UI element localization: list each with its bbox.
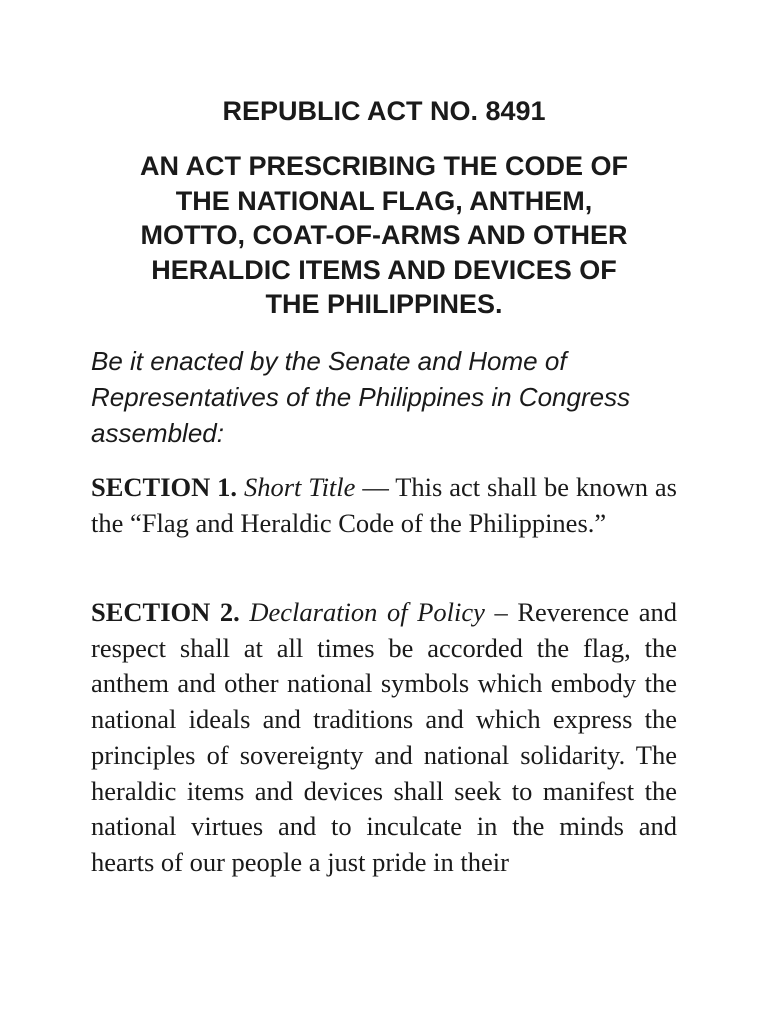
section-body: This act shall be known as the “Flag and Heraldic Code of the Philippines.” [91,472,677,538]
section-separator: — [355,472,396,502]
section-body: Reverence and respect shall at all times be accorded the flag, the anthem and other national symbols which embody the national ideals and traditions and which express the principles of sovereignty and national solidarity. The heraldic items and devices shall seek to manifest the national virtues and to inculcate in the minds and hearts of our people a just pride in their [91,597,678,877]
section-1 [91,470,677,541]
enacting-clause: Be it enacted by the Senate and Home of Representatives of the Philippines in Congress assembled: [91,346,631,448]
section-separator: – [484,597,518,627]
section-label: SECTION 2. [91,597,240,627]
section-2 [91,595,677,881]
act-title-line: AN ACT PRESCRIBING THE CODE OF [139,151,629,181]
section-heading: Short Title [243,472,356,502]
section-label: SECTION 1. [91,472,238,502]
act-title-line: MOTTO, COAT-OF-ARMS AND OTHER [140,220,628,250]
act-number: REPUBLIC ACT NO. 8491 [222,96,546,126]
act-title-line: THE NATIONAL FLAG, ANTHEM, [175,185,593,216]
act-title-line: HERALDIC ITEMS AND DEVICES OF [151,254,617,285]
act-title-line: THE PHILIPPINES. [265,289,503,319]
section-heading: Declaration of Policy [249,597,485,627]
act-title [81,149,687,322]
